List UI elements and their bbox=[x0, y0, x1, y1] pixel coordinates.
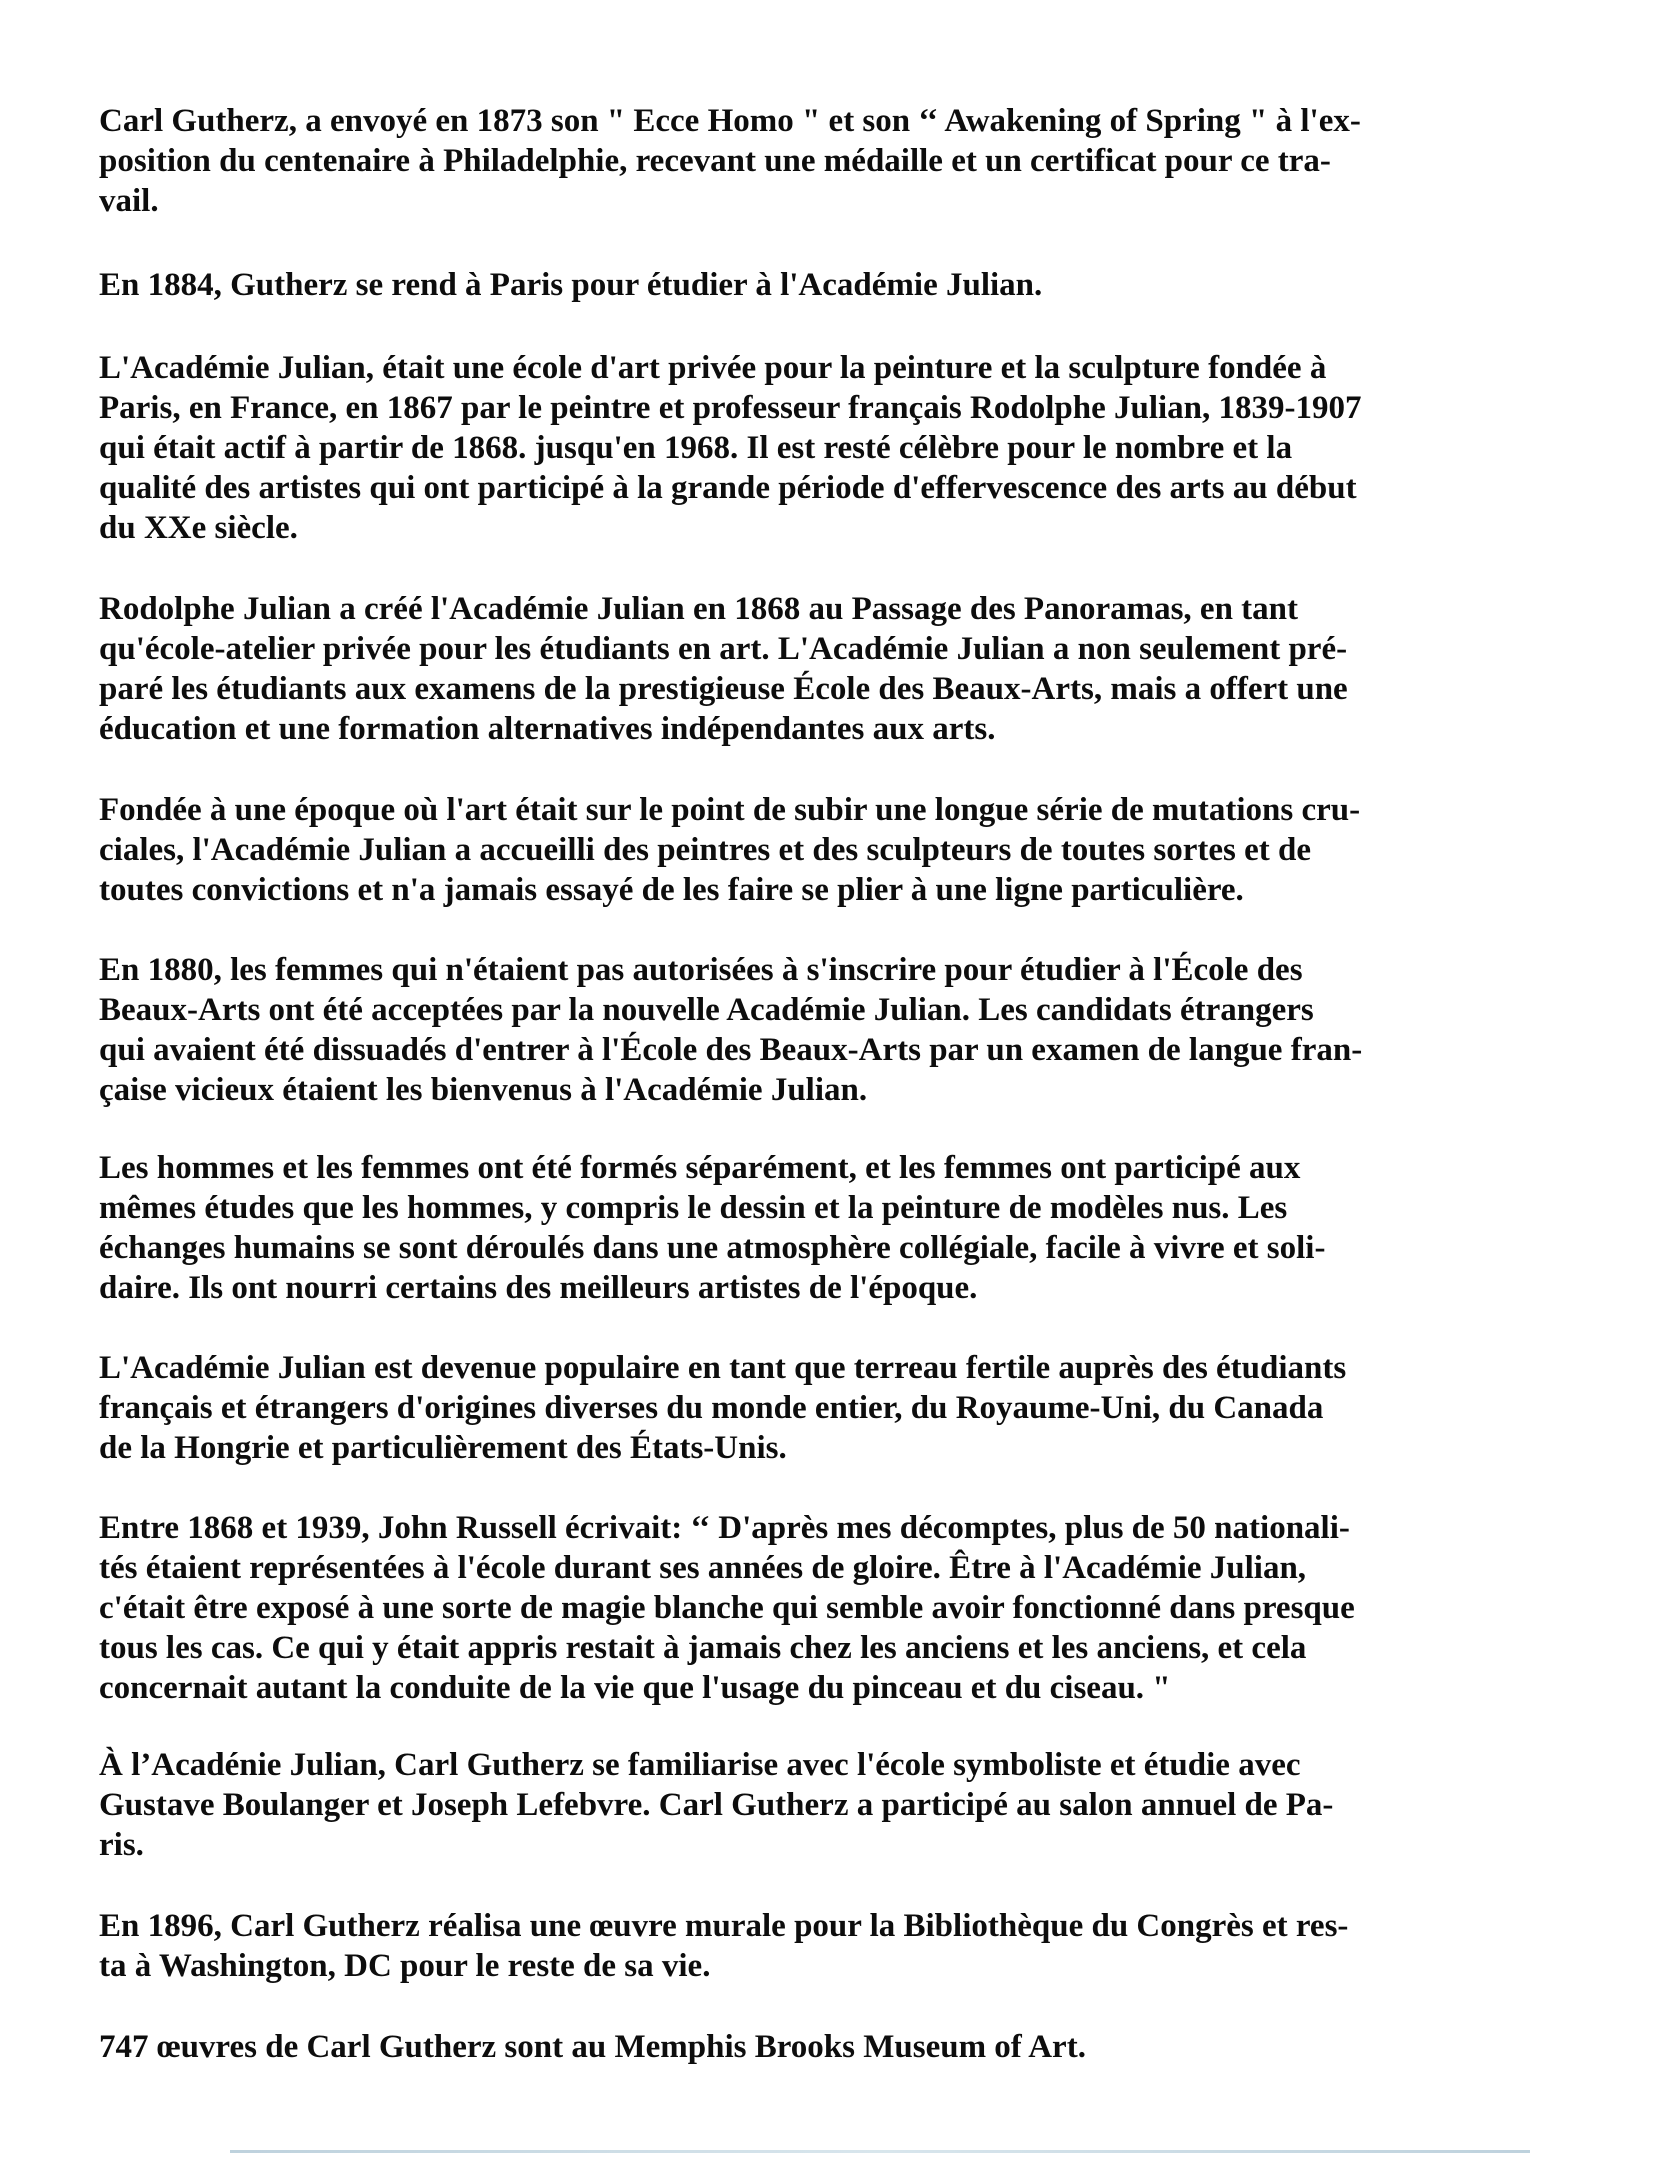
paragraph-john-russell-quote: Entre 1868 et 1939, John Russell écrivait: ‘‘ D'après mes décomptes, plus de 50 nationali- tés étaient représentées à l'école durant ses années de gloire. Être à l'Académie Julian, c'était être exposé à une sorte de magie blanche qui semble avoir fonctionné dans presque tous les cas. Ce qui y était appris restait à jamais chez les anciens et les anciens, et cela concernait autant la conduite de la vie que l'usage du pinceau et du ciseau. " bbox=[99, 1510, 1355, 1706]
paragraph-paris-1884: En 1884, Gutherz se rend à Paris pour étudier à l'Académie Julian. bbox=[99, 267, 1043, 303]
paragraph-terreau-fertile: L'Académie Julian est devenue populaire en tant que terreau fertile auprès des étudiants français et étrangers d'origines diverses du monde entier, du Royaume-Uni, du Canada de la Hongrie et particulièrement des États-Unis. bbox=[99, 1350, 1347, 1466]
paragraph-memphis-brooks-museum: 747 œuvres de Carl Gutherz sont au Memphis Brooks Museum of Art. bbox=[99, 2029, 1086, 2065]
paragraph-passage-des-panoramas: Rodolphe Julian a créé l'Académie Julian en 1868 au Passage des Panoramas, en tant qu'école-atelier privée pour les étudiants en art. L'Académie Julian a non seulement pré- paré les étudiants aux examens de la prestigieuse École des Beaux-Arts, mais a offert une éducation et une formation alternatives indépendantes aux arts. bbox=[99, 591, 1348, 747]
paragraph-formation-separee: Les hommes et les femmes ont été formés séparément, et les femmes ont participé aux mêmes études que les hommes, y compris le dessin et la peinture de modèles nus. Les échanges humains se sont déroulés dans une atmosphère collégiale, facile à vivre et soli- daire. Ils ont nourri certains des meilleurs artistes de l'époque. bbox=[99, 1150, 1326, 1306]
paragraph-femmes-1880: En 1880, les femmes qui n'étaient pas autorisées à s'inscrire pour étudier à l'École des Beaux-Arts ont été acceptées par la nouvelle Académie Julian. Les candidats étrangers qui avaient été dissuadés d'entrer à l'École des Beaux-Arts par un examen de langue fran- çaise vicieux étaient les bienvenus à l'Académie Julian. bbox=[99, 952, 1363, 1108]
paragraph-academie-julian-foundation: L'Académie Julian, était une école d'art privée pour la peinture et la sculpture fondée à Paris, en France, en 1867 par le peintre et professeur français Rodolphe Julian, 1839-1907 qui était actif à partir de 1868. jusqu'en 1968. Il est resté célèbre pour le nombre et la qualité des artistes qui ont participé à la grande période d'effervescence des arts au début du XXe siècle. bbox=[99, 350, 1362, 546]
paragraph-bibliotheque-du-congres: En 1896, Carl Gutherz réalisa une œuvre murale pour la Bibliothèque du Congrès et res- ta à Washington, DC pour le reste de sa vie. bbox=[99, 1908, 1349, 1984]
paragraph-exposition-1873: Carl Gutherz, a envoyé en 1873 son " Ecce Homo " et son ‘‘ Awakening of Spring " à l'ex- position du centenaire à Philadelphie, recevant une médaille et un certificat pour ce tra- vail. bbox=[99, 103, 1361, 219]
paragraph-ecole-symboliste: À l’Acadénie Julian, Carl Gutherz se familiarise avec l'école symboliste et étudie avec Gustave Boulanger et Joseph Lefebvre. Carl Gutherz a participé au salon annuel de Pa- ris. bbox=[99, 1747, 1334, 1863]
paragraph-mutations-cruciales: Fondée à une époque où l'art était sur le point de subir une longue série de mutations cru- ciales, l'Académie Julian a accueilli des peintres et des sculpteurs de toutes sortes et de toutes convictions et n'a jamais essayé de les faire se plier à une ligne particulière. bbox=[99, 792, 1361, 908]
bottom-scan-edge bbox=[230, 2150, 1530, 2153]
